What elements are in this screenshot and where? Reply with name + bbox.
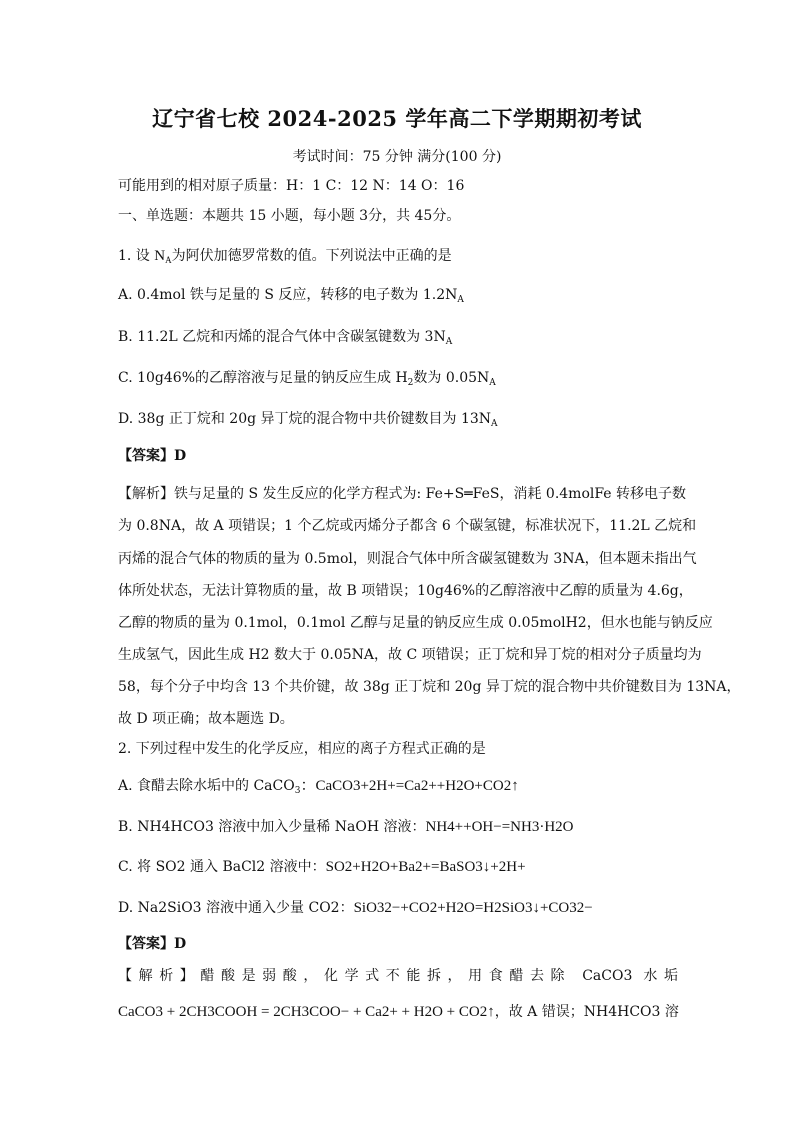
q1-option-c: C. 10g46%的乙醇溶液与足量的钠反应生成 $H_2$数为 $0.05N_A$: [118, 370, 496, 388]
page-title: 辽宁省七校 2024-2025 学年高二下学期期初考试: [152, 106, 642, 131]
q1-analysis-line: 生成氢气，因此生成 H2 数大于 0.05NA，故 C 项错误；正丁烷和异丁烷的相对分子质量均为: [118, 647, 702, 663]
q1-analysis-line: 故 D 项正确；故本题选 D。: [118, 711, 294, 727]
q1-analysis-line: 58，每个分子中均含 13 个共价键，故 38g 正丁烷和 20g 异丁烷的混合物中共价键数目为 13NA，: [118, 679, 741, 695]
q2-analysis-line: CaCO3 + 2CH3COOH = 2CH3COO− + Ca2+ + H2O + CO2↑，故 A 错误；NH4HCO3 溶: [118, 1004, 679, 1020]
question-1-stem: [118, 246, 452, 266]
q1-option-a: A. 0.4mol 铁与足量的 S 反应，转移的电子数为 $1.2N_A$: [118, 287, 464, 305]
q2-option-c: C. 将 SO2 通入 BaCl2 溶液中：SO2+H2O+Ba2+=BaSO3↓+2H+: [118, 859, 526, 875]
q1-answer: 【答案】D: [118, 448, 187, 464]
q1-analysis-line: 体所处状态，无法计算物质的量，故 B 项错误；10g46%的乙醇溶液中乙醇的质量为 4.6g，: [118, 583, 693, 599]
question-2-stem: 2. 下列过程中发生的化学反应，相应的离子方程式正确的是: [118, 741, 486, 757]
q2-option-a: A. 食醋去除水垢中的 CaCO$_3$：CaCO3+2H+=Ca2++H2O+CO2↑: [118, 778, 519, 796]
exam-info: 考试时间：75 分钟 满分(100 分): [292, 149, 502, 165]
q1-analysis-line: 为 0.8NA，故 A 项错误；1 个乙烷或丙烯分子都含 6 个碳氢键，标准状况下，11.2L 乙烷和: [118, 518, 697, 534]
q2-option-b: B. NH4HCO3 溶液中加入少量稀 NaOH 溶液：NH4++OH−=NH3·H2O: [118, 819, 574, 835]
q1-option-d: D. 38g 正丁烷和 20g 异丁烷的混合物中共价键数目为 $13N_A$: [118, 411, 498, 429]
section-heading: 一、单选题：本题共 15 小题，每小题 3分，共 45分。: [118, 208, 461, 224]
atomic-masses: 可能用到的相对原子质量：H：1 C：12 N：14 O：16: [118, 178, 465, 194]
q1-option-b: B. 11.2L 乙烷和丙烯的混合气体中含碳氢键数为 $3N_A$: [118, 329, 453, 347]
q2-option-d: D. Na2SiO3 溶液中通入少量 CO2：SiO32−+CO2+H2O=H2SiO3↓+CO32−: [118, 900, 593, 916]
q1-stem-suffix: 为阿伏加德罗常数的值。下列说法中正确的是: [171, 248, 452, 264]
q2-answer: 【答案】D: [118, 936, 187, 952]
q1-stem-prefix: 1. 设: [118, 248, 155, 264]
q1-analysis-line: 【解析】铁与足量的 S 发生反应的化学方程式为: Fe+S═FeS，消耗 0.4molFe 转移电子数: [118, 486, 687, 502]
q1-na-symbol: $N_A$: [154, 248, 172, 265]
q1-analysis-line: 丙烯的混合气体的物质的量为 0.5mol，则混合气体中所含碳氢键数为 3NA，但本题未指出气: [118, 551, 697, 567]
q2-analysis-line: 【解析】醋酸是弱酸，化学式不能拆，用食醋去除 CaCO3 水垢: [118, 968, 678, 984]
q1-analysis-line: 乙醇的物质的量为 0.1mol，0.1mol 乙醇与足量的钠反应生成 0.05molH2，但水也能与钠反应: [118, 615, 713, 631]
